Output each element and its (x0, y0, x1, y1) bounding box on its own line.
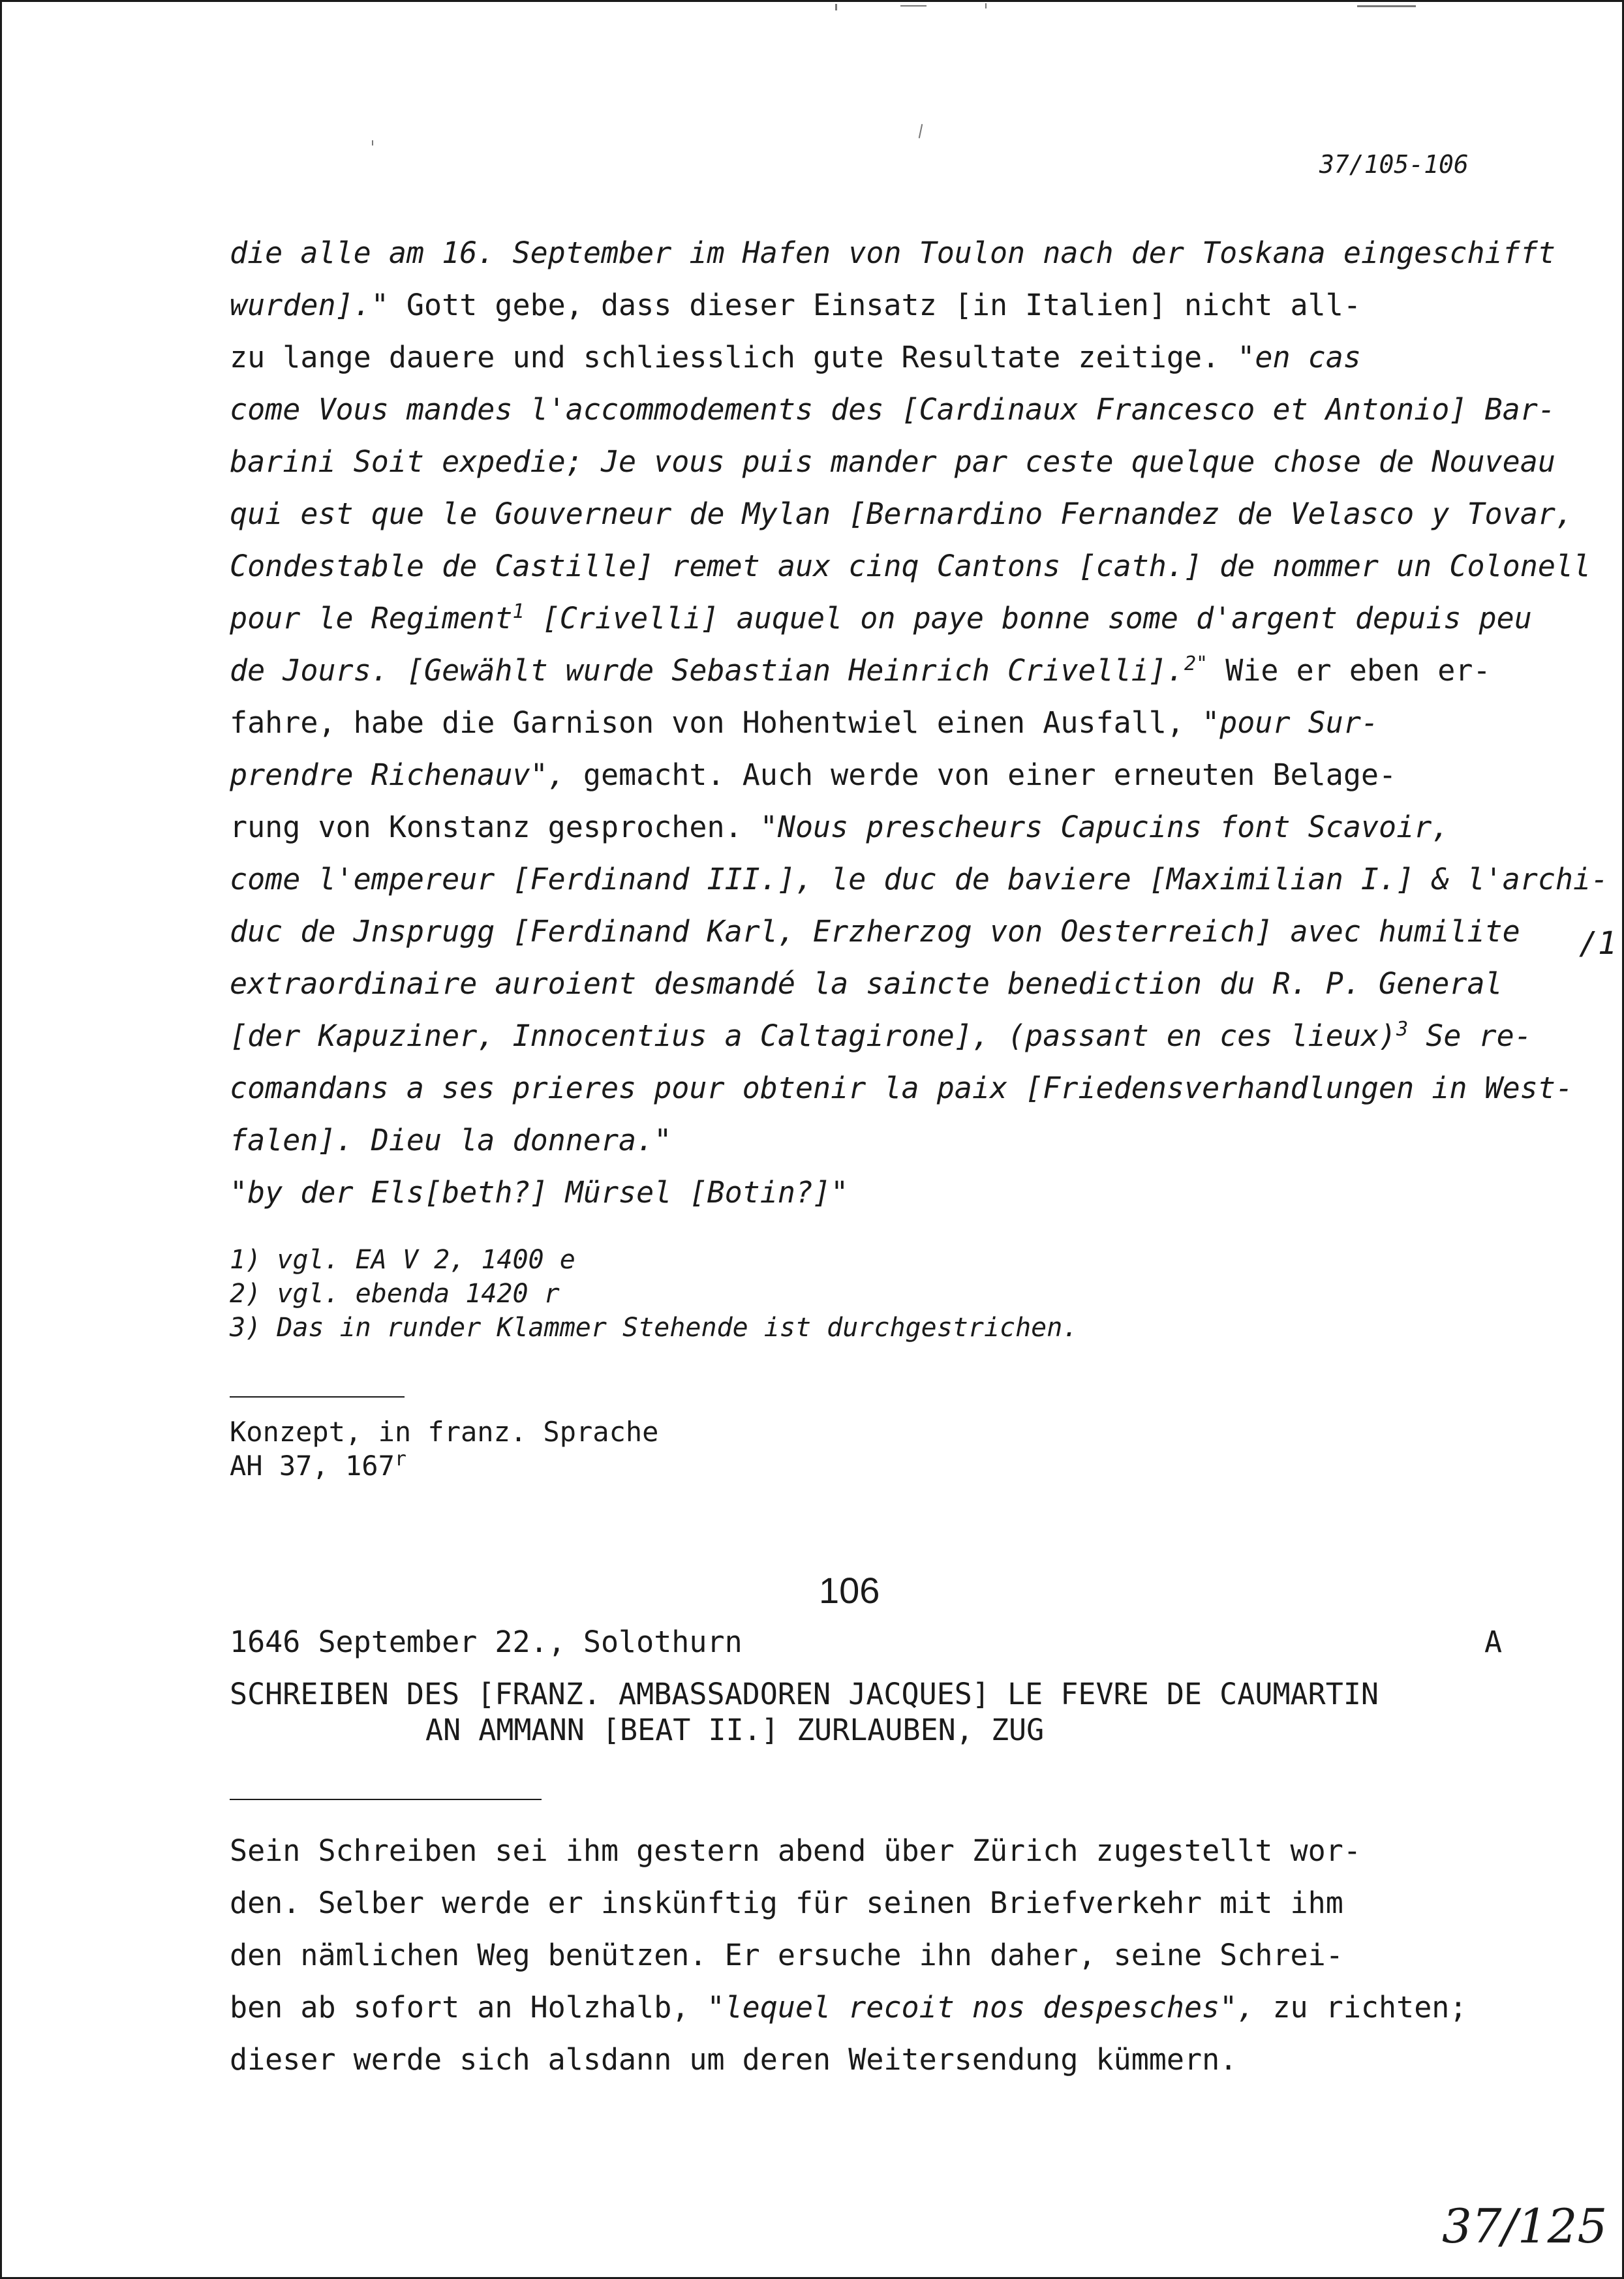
footnote: 2) vgl. ebenda 1420 r (230, 1279, 560, 1309)
text-segment: Se re- (1408, 1018, 1532, 1053)
text-segment: [der Kapuziner, Innocentius a Caltagirone], (passant en ces lieux) (230, 1018, 1397, 1053)
text-segment: extraordinaire auroient desmandé la saincte benediction du R. P. General (230, 966, 1503, 1001)
text-segment: "pour Sur- (1202, 705, 1379, 740)
body-line (230, 1017, 1532, 1056)
summary-line (230, 1936, 1343, 1975)
text-segment: comandans a ses prieres pour obtenir la paix [Friedensverhandlungen in West- (230, 1071, 1574, 1105)
summary-line (230, 1884, 1343, 1923)
body-line (230, 338, 1361, 377)
body-line (230, 651, 1491, 690)
body-line (230, 442, 1555, 482)
text-segment: Condestable de Castille] remet aux cinq Cantons [cath.] de nommer un Colonell (230, 549, 1591, 583)
text-segment: [Crivelli] auquel on paye bonne some d'argent depuis peu (524, 601, 1532, 635)
scan-speck (900, 5, 927, 7)
footnote: 1) vgl. EA V 2, 1400 e (230, 1245, 575, 1275)
text-segment: den. Selber werde er inskünftig für seinen Briefverkehr mit ihm (230, 1886, 1343, 1920)
summary-line (230, 2040, 1237, 2079)
scan-speck (835, 4, 837, 10)
text-segment: gemacht. Auch werde von einer erneuten Belage- (565, 757, 1397, 792)
scan-speck (372, 140, 373, 145)
text-segment: ben ab sofort an Holzhalb, (230, 1990, 707, 2025)
document-number: 106 (819, 1570, 880, 1611)
text-segment: "Nous prescheurs Capucins font Scavoir, (759, 810, 1450, 844)
source-line-2 (230, 1450, 406, 1482)
text-segment: come Vous mandes l'accommodements des [Cardinaux Francesco et Antonio] Bar- (230, 392, 1555, 427)
text-segment: zu richten; (1255, 1990, 1467, 2025)
scan-speck (1357, 5, 1416, 7)
handwritten-folio: 37/125 (1442, 2199, 1608, 2254)
body-line (230, 390, 1555, 429)
text-segment: Wie er eben er- (1208, 653, 1491, 688)
body-line (230, 1121, 671, 1160)
text-segment: "by der Els[beth?] Mürsel [Botin?]" (230, 1175, 849, 1210)
summary-line (230, 1988, 1467, 2027)
body-line (230, 860, 1608, 899)
footnote: 3) Das in runder Klammer Stehende ist durchgestrichen. (230, 1313, 1079, 1343)
text-segment: falen]. Dieu la donnera." (230, 1123, 672, 1157)
source-line-1: Konzept, in franz. Sprache (230, 1416, 659, 1448)
footnote-marker: 3 (1396, 1018, 1409, 1041)
text-segment: prendre Richenauv", (230, 757, 566, 792)
header-marker: A (1484, 1625, 1503, 1659)
body-line (230, 286, 1361, 325)
text-segment: wurden]." (230, 288, 389, 322)
text-segment: die alle am 16. September im Hafen von Toulon nach der Toskana eingeschifft (230, 236, 1555, 270)
text-segment: duc de Jnsprugg [Ferdinand Karl, Erzherzog von Oesterreich] avec humilite (230, 914, 1520, 949)
summary-line (230, 1831, 1361, 1871)
text-segment: fahre, habe die Garnison von Hohentwiel einen Ausfall, (230, 705, 1203, 740)
text-segment: pour le Regiment (230, 601, 513, 635)
doc-title-line-1: SCHREIBEN DES [FRANZ. AMBASSADOREN JACQUES] LE FEVRE DE CAUMARTIN (230, 1677, 1379, 1711)
text-segment: "en cas (1237, 340, 1361, 375)
body-line (230, 1069, 1573, 1108)
body-line (230, 1173, 848, 1212)
body-line (230, 703, 1379, 742)
body-line (230, 495, 1573, 534)
source-folio-recto: r (394, 1448, 406, 1471)
header-rule (230, 1799, 542, 1800)
footnote-marker: 1 (512, 600, 525, 623)
text-segment: dieser werde sich alsdann um deren Weitersendung kümmern. (230, 2042, 1238, 2077)
text-segment: come l'empereur [Ferdinand III.], le duc de baviere [Maximilian I.] & l'archi- (230, 862, 1609, 896)
text-segment: zu lange dauere und schliesslich gute Resultate zeitige. (230, 340, 1238, 375)
body-line (230, 808, 1449, 847)
body-line (230, 756, 1396, 795)
scan-speck (985, 3, 987, 8)
text-segment: barini Soit expedie; Je vous puis mander par ceste quelque chose de Nouveau (230, 444, 1555, 479)
text-segment: qui est que le Gouverneur de Mylan [Bernardino Fernandez de Velasco y Tovar, (230, 497, 1574, 531)
body-line (230, 599, 1532, 638)
body-line (230, 912, 1520, 951)
text-segment: Gott gebe, dass dieser Einsatz [in Italien] nicht all- (388, 288, 1361, 322)
footnote-marker: 2" (1184, 652, 1208, 675)
text-segment: den nämlichen Weg benützen. Er ersuche ihn daher, seine Schrei- (230, 1938, 1343, 1972)
date-place: 1646 September 22., Solothurn (230, 1625, 743, 1659)
body-line (230, 547, 1591, 586)
source-rule (230, 1396, 405, 1398)
body-line (230, 234, 1555, 273)
source-archive-ref: AH 37, 167 (230, 1450, 395, 1482)
body-line (230, 964, 1503, 1003)
margin-mark: /1 (1579, 925, 1617, 962)
page-reference: 37/105-106 (1319, 150, 1469, 179)
text-segment: "lequel recoit nos despesches", (707, 1990, 1255, 2025)
text-segment: de Jours. [Gewählt wurde Sebastian Heinrich Crivelli]. (230, 653, 1184, 688)
text-segment: rung von Konstanz gesprochen. (230, 810, 760, 844)
text-segment: Sein Schreiben sei ihm gestern abend über Zürich zugestellt wor- (230, 1833, 1361, 1868)
doc-title-line-2: AN AMMANN [BEAT II.] ZURLAUBEN, ZUG (425, 1713, 1045, 1747)
